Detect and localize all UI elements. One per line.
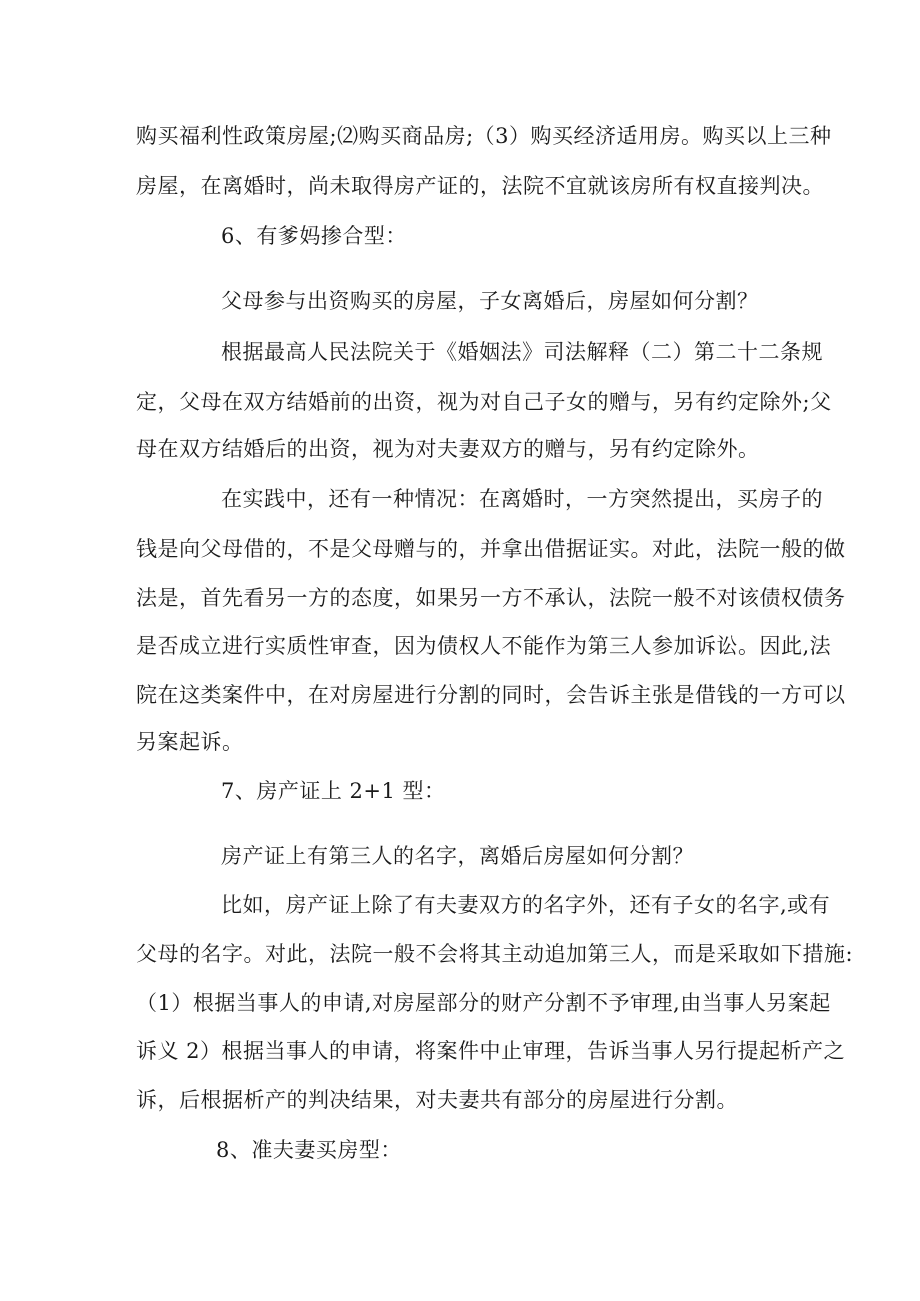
paragraph-line: 根据最高人民法院关于《婚姻法》司法解释（二）第二十二条规 — [221, 340, 823, 364]
section-heading-6: 6、有爹妈掺合型： — [221, 224, 407, 248]
paragraph-line: 另案起诉。 — [136, 730, 244, 754]
paragraph-line: 钱是向父母借的，不是父母赠与的，并拿出借据证实。对此，法院一般的做 — [136, 537, 846, 561]
paragraph-line: （1）根据当事人的申请,对房屋部分的财产分割不予审理,由当事人另案起 — [136, 991, 831, 1015]
question-line: 父母参与出资购买的房屋，子女离婚后，房屋如何分割？ — [221, 289, 759, 313]
paragraph-line: 是否成立进行实质性审查，因为债权人不能作为第三人参加诉讼。因此,法 — [136, 634, 832, 658]
question-line: 房产证上有第三人的名字，离婚后房屋如何分割？ — [221, 844, 694, 868]
paragraph-line: 父母的名字。对此，法院一般不会将其主动追加第三人，而是采取如下措施: — [136, 942, 854, 966]
paragraph-line: 法是，首先看另一方的态度，如果另一方不承认，法院一般不对该债权债务 — [136, 586, 846, 610]
paragraph-line: 定，父母在双方结婚前的出资，视为对自己子女的赠与，另有约定除外;父 — [136, 390, 832, 414]
paragraph-line: 在实践中，还有一种情况：在离婚时，一方突然提出，买房子的 — [221, 487, 823, 511]
paragraph-line: 院在这类案件中，在对房屋进行分割的同时，会告诉主张是借钱的一方可以 — [136, 683, 846, 707]
paragraph-line: 购买福利性政策房屋;⑵购买商品房;（3）购买经济适用房。购买以上三种 — [136, 124, 832, 148]
section-heading-7: 7、房产证上 2+1 型： — [221, 779, 446, 803]
paragraph-line: 比如，房产证上除了有夫妻双方的名字外，还有子女的名字,或有 — [221, 893, 831, 917]
paragraph-line: 母在双方结婚后的出资，视为对夫妻双方的赠与，另有约定除外。 — [136, 437, 760, 461]
paragraph-line: 诉，后根据析产的判决结果，对夫妻共有部分的房屋进行分割。 — [136, 1088, 738, 1112]
paragraph-line: 诉义 2）根据当事人的申请，将案件中止审理，告诉当事人另行提起析产之 — [136, 1039, 846, 1063]
paragraph-line: 房屋，在离婚时，尚未取得房产证的，法院不宜就该房所有权直接判决。 — [136, 174, 824, 198]
section-heading-8: 8、准夫妻买房型： — [216, 1138, 402, 1162]
